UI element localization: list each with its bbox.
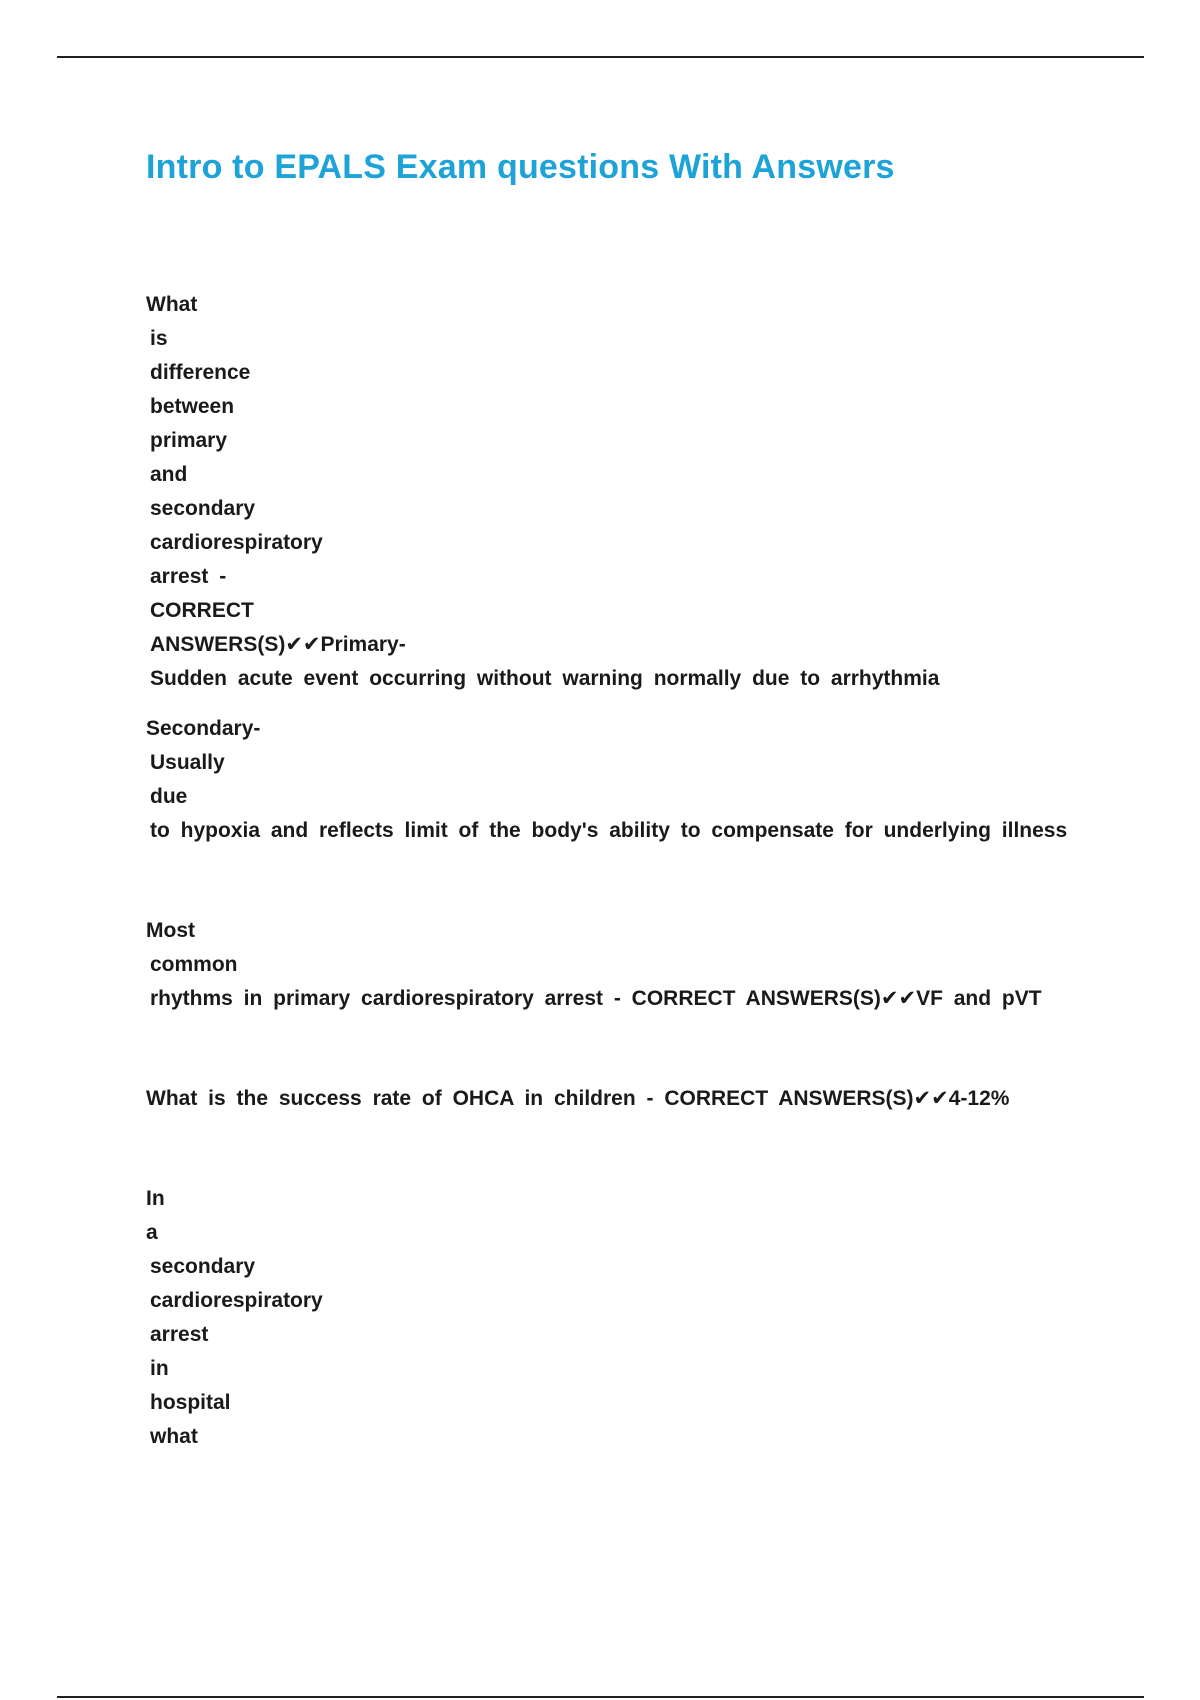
qa-1-line-4: between [150,395,235,418]
qa-4-line-4: cardiorespiratory [150,1289,323,1312]
qa-1-line-9: arrest - [150,565,227,588]
qa-1-line-3: difference [150,361,251,384]
qa-1-line-13: Secondary- [146,717,261,740]
qa-1-line-11: ANSWERS(S)✔✔Primary- [150,633,406,656]
qa-1-line-2: is [150,327,168,350]
document-title: Intro to EPALS Exam questions With Answers [146,148,895,186]
qa-1-line-14: Usually [150,751,225,774]
footer-rule [57,1696,1144,1698]
qa-1-line-6: and [150,463,188,486]
qa-1-line-15: due [150,785,188,808]
qa-4-line-1: In [146,1187,165,1210]
qa-1-line-5: primary [150,429,228,452]
qa-1-line-8: cardiorespiratory [150,531,323,554]
qa-3-line-1: What is the success rate of OHCA in children - CORRECT ANSWERS(S)✔✔4-12% [146,1087,1010,1110]
qa-1-line-12: Sudden acute event occurring without warning normally due to arrhythmia [150,667,940,690]
qa-4-line-8: what [150,1425,198,1448]
qa-2-line-3: rhythms in primary cardiorespiratory arrest - CORRECT ANSWERS(S)✔✔VF and pVT [150,987,1042,1010]
qa-2-line-1: Most [146,919,195,942]
qa-4-line-3: secondary [150,1255,256,1278]
header-rule [57,56,1144,58]
qa-1-line-10: CORRECT [150,599,254,622]
qa-4-line-7: hospital [150,1391,231,1414]
qa-4-line-2: a [146,1221,158,1244]
qa-2-line-2: common [150,953,238,976]
qa-1-line-16: to hypoxia and reflects limit of the body's ability to compensate for underlying illness [150,819,1068,842]
qa-1-line-7: secondary [150,497,256,520]
qa-4-line-5: arrest [150,1323,209,1346]
qa-4-line-6: in [150,1357,169,1380]
qa-1-line-1: What [146,293,198,316]
